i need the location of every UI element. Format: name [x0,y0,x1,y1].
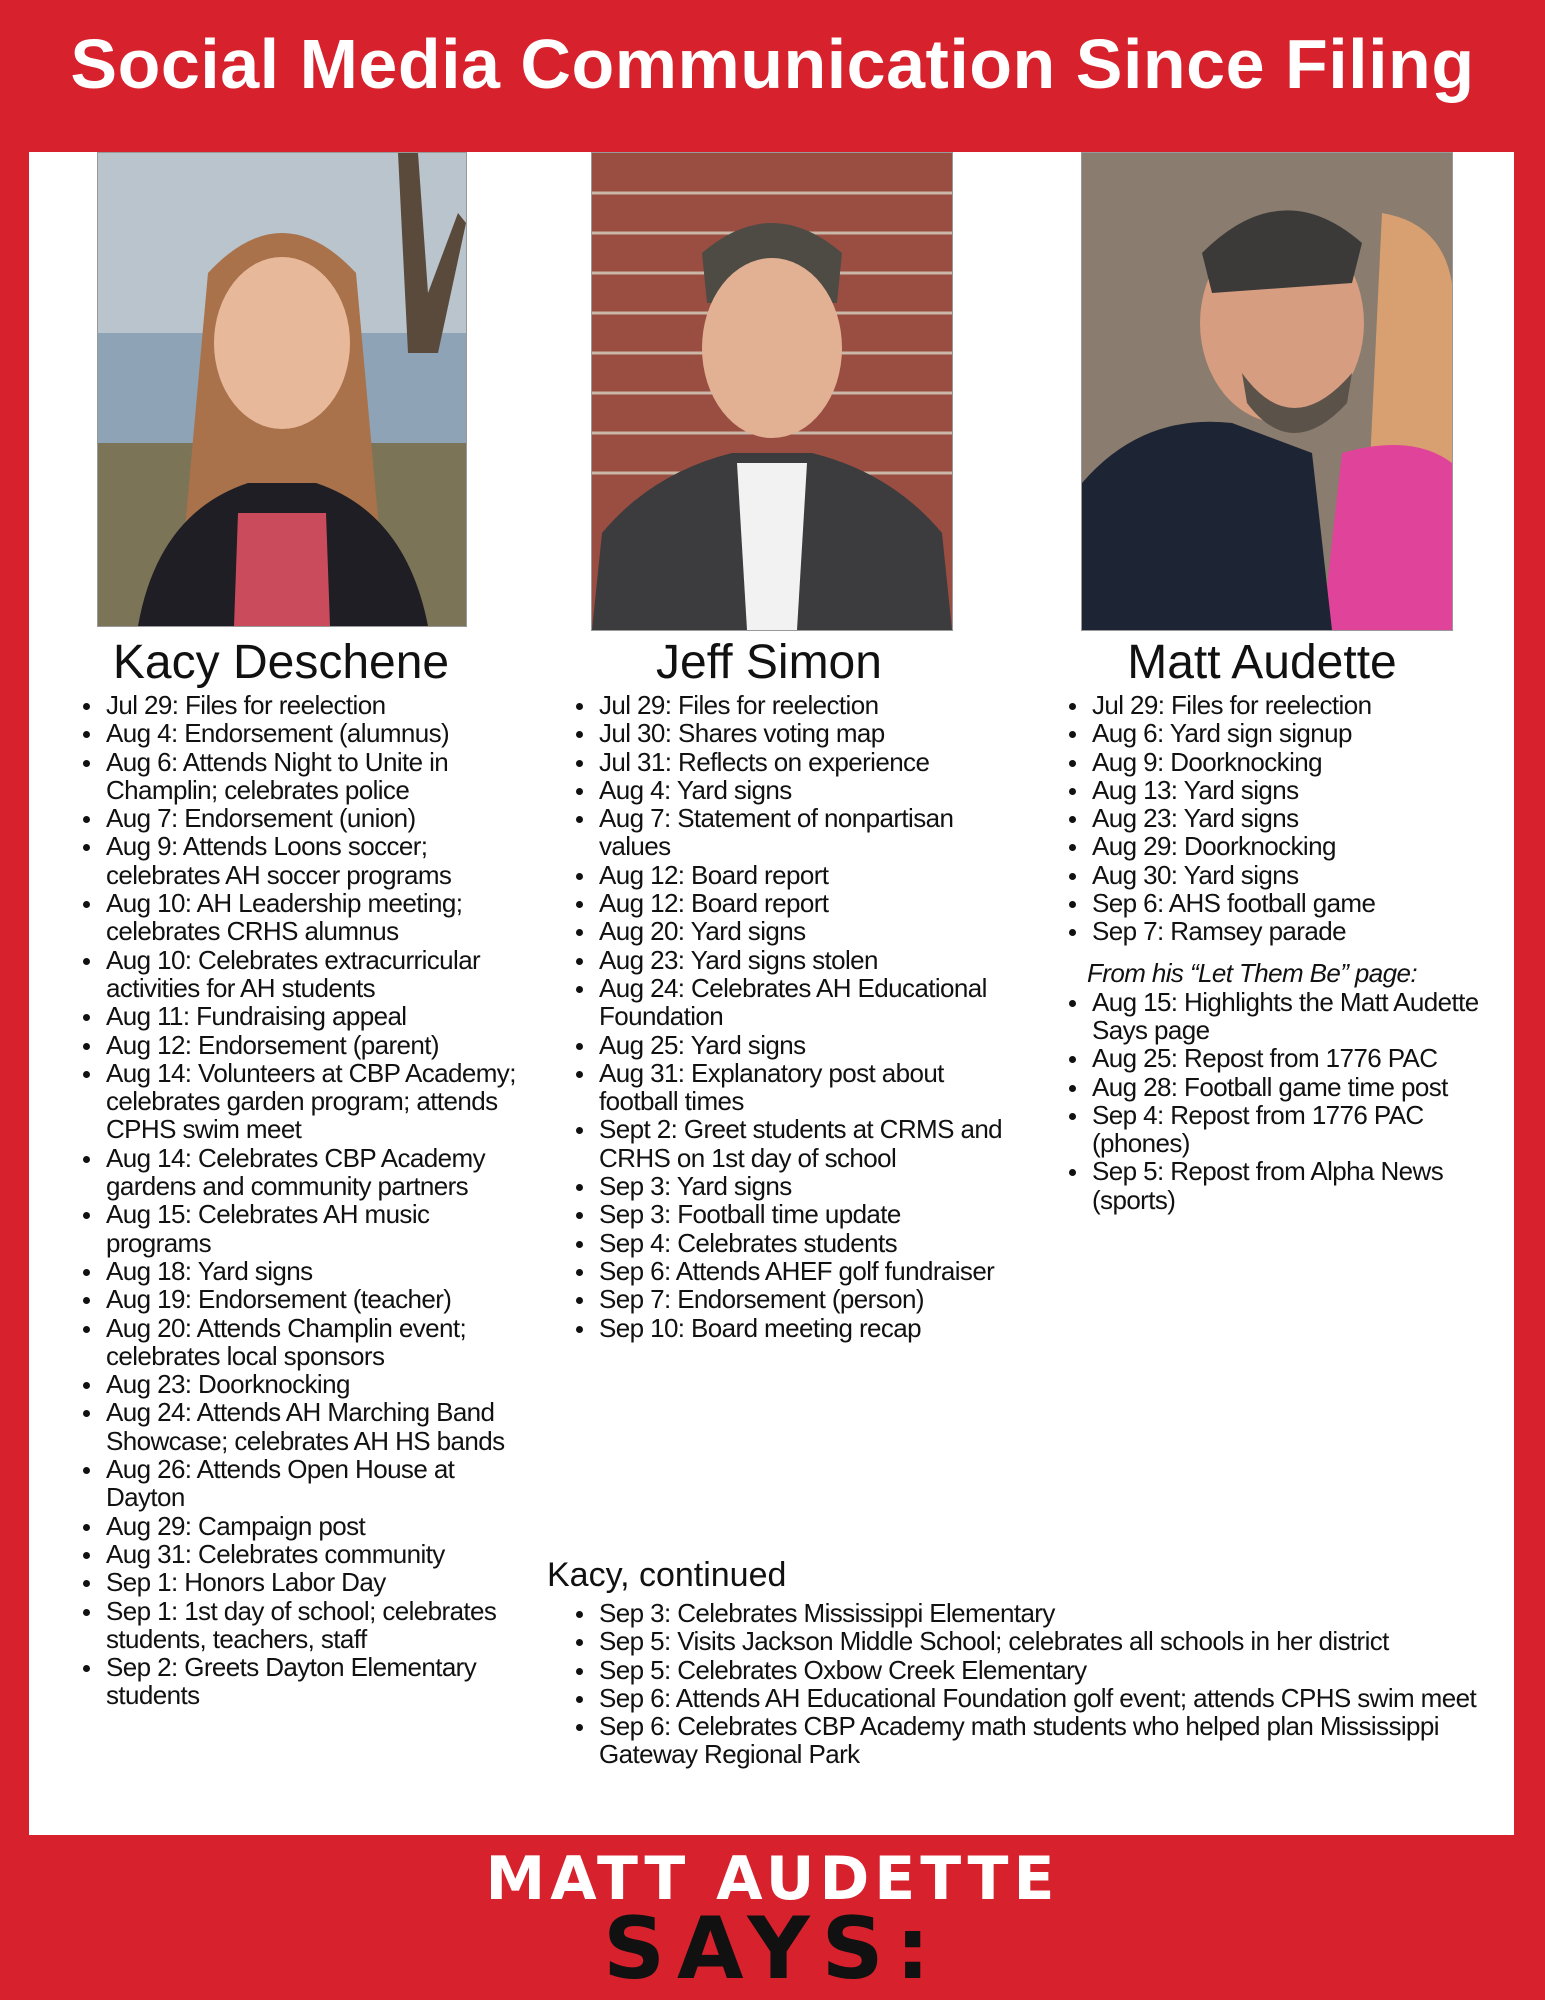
list-item: Aug 29: Campaign post [76,1512,536,1540]
list-item: Aug 24: Celebrates AH Educational Foundation [569,974,1009,1031]
list-item: Aug 20: Yard signs [569,917,1009,945]
list-item: Aug 23: Yard signs stolen [569,946,1009,974]
jeff-activity-list [569,691,1009,1342]
list-item: Aug 30: Yard signs [1062,861,1502,889]
list-item: Sep 3: Yard signs [569,1172,1009,1200]
list-item: Sep 1: Honors Labor Day [76,1568,536,1596]
list-item: Aug 9: Doorknocking [1062,748,1502,776]
list-item: Aug 7: Endorsement (union) [76,804,536,832]
list-item: Sep 6: Attends AHEF golf fundraiser [569,1257,1009,1285]
list-item: Sep 4: Repost from 1776 PAC (phones) [1062,1101,1502,1158]
list-item: Aug 13: Yard signs [1062,776,1502,804]
matt-activity-list [1062,691,1502,946]
list-item: Jul 31: Reflects on experience [569,748,1009,776]
list-item: Sep 7: Ramsey parade [1062,917,1502,945]
jeff-simon-photo [591,152,953,631]
list-item: Aug 12: Endorsement (parent) [76,1031,536,1059]
kacy-deschene-photo [97,152,467,627]
list-item: Sep 1: 1st day of school; celebrates students, teachers, staff [76,1597,536,1654]
list-item: Aug 14: Celebrates CBP Academy gardens and community partners [76,1144,536,1201]
list-item: Aug 24: Attends AH Marching Band Showcase; celebrates AH HS bands [76,1398,536,1455]
list-item: Sep 5: Celebrates Oxbow Creek Elementary [569,1656,1497,1684]
list-item: Jul 29: Files for reelection [1062,691,1502,719]
list-item: Aug 7: Statement of nonpartisan values [569,804,1009,861]
kacy-column [76,635,536,1710]
list-item: Aug 31: Celebrates community [76,1540,536,1568]
list-item: Sep 6: Celebrates CBP Academy math students who helped plan Mississippi Gateway Regional Park [569,1712,1497,1769]
list-item: Aug 31: Explanatory post about football times [569,1059,1009,1116]
list-item: Aug 9: Attends Loons soccer; celebrates AH soccer programs [76,832,536,889]
list-item: Jul 29: Files for reelection [569,691,1009,719]
list-item: Jul 30: Shares voting map [569,719,1009,747]
list-item: Aug 25: Yard signs [569,1031,1009,1059]
jeff-column [569,635,1009,1342]
list-item: Sept 2: Greet students at CRMS and CRHS on 1st day of school [569,1115,1009,1172]
list-item: Sep 6: Attends AH Educational Foundation golf event; attends CPHS swim meet [569,1684,1497,1712]
list-item: Aug 26: Attends Open House at Dayton [76,1455,536,1512]
page-title: Social Media Communication Since Filing [70,25,1475,103]
list-item: Aug 29: Doorknocking [1062,832,1502,860]
list-item: Aug 23: Yard signs [1062,804,1502,832]
kacy-continued-section [547,1555,1497,1769]
matt-let-them-be-list [1062,988,1502,1214]
candidate-name: Jeff Simon [656,636,882,689]
list-item: Aug 10: Celebrates extracurricular activities for AH students [76,946,536,1003]
list-item: Sep 4: Celebrates students [569,1229,1009,1257]
list-item: Sep 5: Repost from Alpha News (sports) [1062,1157,1502,1214]
list-item: Sep 3: Celebrates Mississippi Elementary [569,1599,1497,1627]
list-item: Sep 5: Visits Jackson Middle School; celebrates all schools in her district [569,1627,1497,1655]
kacy-activity-list [76,691,536,1710]
list-item: Aug 4: Endorsement (alumnus) [76,719,536,747]
list-item: Sep 7: Endorsement (person) [569,1285,1009,1313]
matt-column [1062,635,1502,1214]
list-item: Aug 12: Board report [569,861,1009,889]
kacy-continued-list [569,1599,1497,1769]
continued-title: Kacy, continued [547,1556,787,1594]
list-item: Sep 6: AHS football game [1062,889,1502,917]
list-item: Aug 18: Yard signs [76,1257,536,1285]
list-item: Aug 6: Yard sign signup [1062,719,1502,747]
logo-line-2: SAYS: [603,1899,942,1999]
candidate-name: Matt Audette [1127,636,1397,689]
list-item: Aug 25: Repost from 1776 PAC [1062,1044,1502,1072]
logo-line-1: MATT AUDETTE [485,1844,1060,1914]
list-item: Aug 4: Yard signs [569,776,1009,804]
list-item: Aug 11: Fundraising appeal [76,1002,536,1030]
list-item: Sep 2: Greets Dayton Elementary students [76,1653,536,1710]
matt-audette-photo [1081,152,1453,631]
candidate-name: Kacy Deschene [112,636,450,689]
let-them-be-note: From his “Let Them Be” page: [1087,957,1417,988]
list-item: Sep 3: Football time update [569,1200,1009,1228]
list-item: Aug 6: Attends Night to Unite in Champlin; celebrates police [76,748,536,805]
list-item: Aug 15: Celebrates AH music programs [76,1200,536,1257]
list-item: Jul 29: Files for reelection [76,691,536,719]
list-item: Aug 23: Doorknocking [76,1370,536,1398]
list-item: Sep 10: Board meeting recap [569,1314,1009,1342]
list-item: Aug 19: Endorsement (teacher) [76,1285,536,1313]
list-item: Aug 14: Volunteers at CBP Academy; celebrates garden program; attends CPHS swim meet [76,1059,536,1144]
list-item: Aug 28: Football game time post [1062,1073,1502,1101]
list-item: Aug 10: AH Leadership meeting; celebrates CRHS alumnus [76,889,536,946]
list-item: Aug 15: Highlights the Matt Audette Says page [1062,988,1502,1045]
list-item: Aug 20: Attends Champlin event; celebrates local sponsors [76,1314,536,1371]
list-item: Aug 12: Board report [569,889,1009,917]
matt-audette-says-logo [0,1844,1545,1999]
